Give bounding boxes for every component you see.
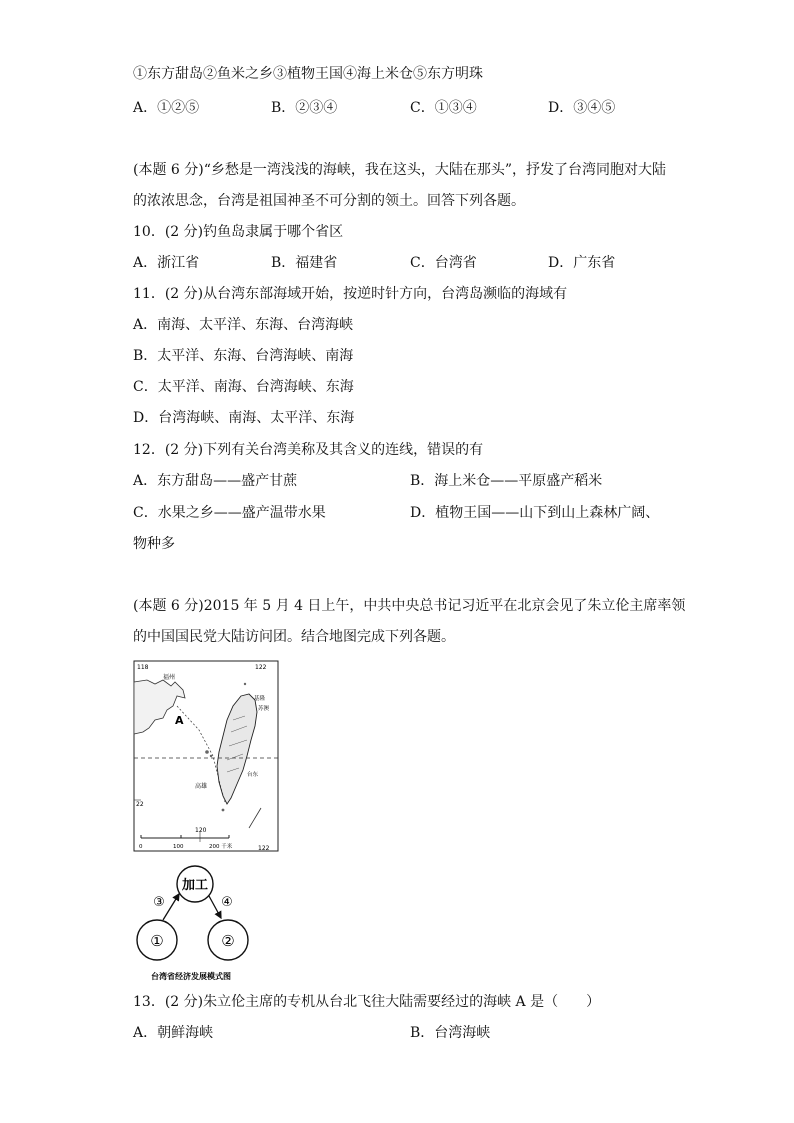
q11-option-d: D．台湾海峡、南海、太平洋、东海 bbox=[133, 410, 355, 426]
q12-option-b: B．海上米仓——平原盛产稻米 bbox=[410, 473, 603, 489]
map-scale-100: 100 bbox=[173, 844, 184, 850]
q10-option-b: B．福建省 bbox=[271, 255, 338, 271]
map-lat-22: 22 bbox=[136, 801, 144, 808]
arrow-right-label: ④ bbox=[221, 895, 233, 910]
map-city-taitung: 台东 bbox=[247, 772, 259, 778]
map-lon-122-bottom: 122 bbox=[258, 845, 270, 852]
q12-stem: 12．(2 分)下列有关台湾美称及其含义的连线，错误的有 bbox=[133, 442, 484, 458]
q10-option-c: C．台湾省 bbox=[410, 255, 477, 271]
map-city-suao: 苏澳 bbox=[258, 706, 270, 712]
map-scale-200: 200 千米 bbox=[209, 844, 233, 850]
penghu-island bbox=[205, 750, 209, 754]
q13-option-a: A．朝鲜海峡 bbox=[133, 1025, 214, 1041]
q12-option-d: D．植物王国——山下到山上森林广阔、 bbox=[410, 505, 660, 521]
q9-option-b: B．②③④ bbox=[271, 100, 338, 116]
map-lon-120: 120 bbox=[195, 827, 207, 834]
taiwan-map bbox=[133, 660, 279, 852]
node-top-label: 加工 bbox=[181, 878, 209, 893]
map-city-fuzhou: 福州 bbox=[163, 674, 176, 681]
q9-option-a: A．①②⑤ bbox=[133, 100, 200, 116]
diagram-caption: 台湾省经济发展模式图 bbox=[151, 972, 231, 981]
group1-intro-line2: 的浓浓思念，台湾是祖国神圣不可分割的领土。回答下列各题。 bbox=[133, 193, 525, 209]
q11-option-c: C．太平洋、南海、台湾海峡、东海 bbox=[133, 379, 354, 395]
q12-option-c: C．水果之乡——盛产温带水果 bbox=[133, 505, 326, 521]
map-lon-118: 118 bbox=[137, 664, 149, 671]
map-label-a: A bbox=[175, 714, 184, 727]
arrow-left-label: ③ bbox=[153, 895, 165, 910]
q10-option-d: D．广东省 bbox=[548, 255, 616, 271]
q13-option-b: B．台湾海峡 bbox=[410, 1025, 491, 1041]
q9-option-d: D．③④⑤ bbox=[548, 100, 616, 116]
node-left-label: ① bbox=[150, 932, 164, 950]
map-city-kaohsiung: 高雄 bbox=[195, 783, 208, 790]
q11-stem: 11．(2 分)从台湾东部海域开始，按逆时针方向，台湾岛濒临的海域有 bbox=[133, 286, 568, 302]
node-right-label: ② bbox=[221, 932, 235, 950]
q12-option-a: A．东方甜岛——盛产甘蔗 bbox=[133, 473, 298, 489]
q12-option-d-continued: 物种多 bbox=[133, 536, 175, 552]
q13-stem: 13．(2 分)朱立伦主席的专机从台北飞往大陆需要经过的海峡 A 是（ ） bbox=[133, 994, 601, 1010]
map-city-keelung: 基隆 bbox=[254, 696, 266, 702]
map-scale-0: 0 bbox=[139, 844, 143, 850]
map-lon-122-top: 122 bbox=[255, 664, 267, 671]
economic-model-diagram bbox=[133, 862, 253, 982]
group2-intro-line1: (本题 6 分)2015 年 5 月 4 日上午，中共中央总书记习近平在北京会见了朱立伦主席率领 bbox=[133, 598, 686, 614]
q11-option-b: B．太平洋、东海、台湾海峡、南海 bbox=[133, 348, 354, 364]
q9-option-c: C．①③④ bbox=[410, 100, 477, 116]
group2-intro-line2: 的中国国民党大陆访问团。结合地图完成下列各题。 bbox=[133, 629, 455, 645]
q9-items: ①东方甜岛②鱼米之乡③植物王国④海上米仓⑤东方明珠 bbox=[133, 66, 483, 82]
q11-option-a: A．南海、太平洋、东海、台湾海峡 bbox=[133, 317, 354, 333]
q10-option-a: A．浙江省 bbox=[133, 255, 200, 271]
group1-intro-line1: (本题 6 分)“乡愁是一湾浅浅的海峡，我在这头，大陆在那头”，抒发了台湾同胞对大陆 bbox=[133, 162, 667, 178]
q10-stem: 10．(2 分)钓鱼岛隶属于哪个省区 bbox=[133, 224, 344, 240]
